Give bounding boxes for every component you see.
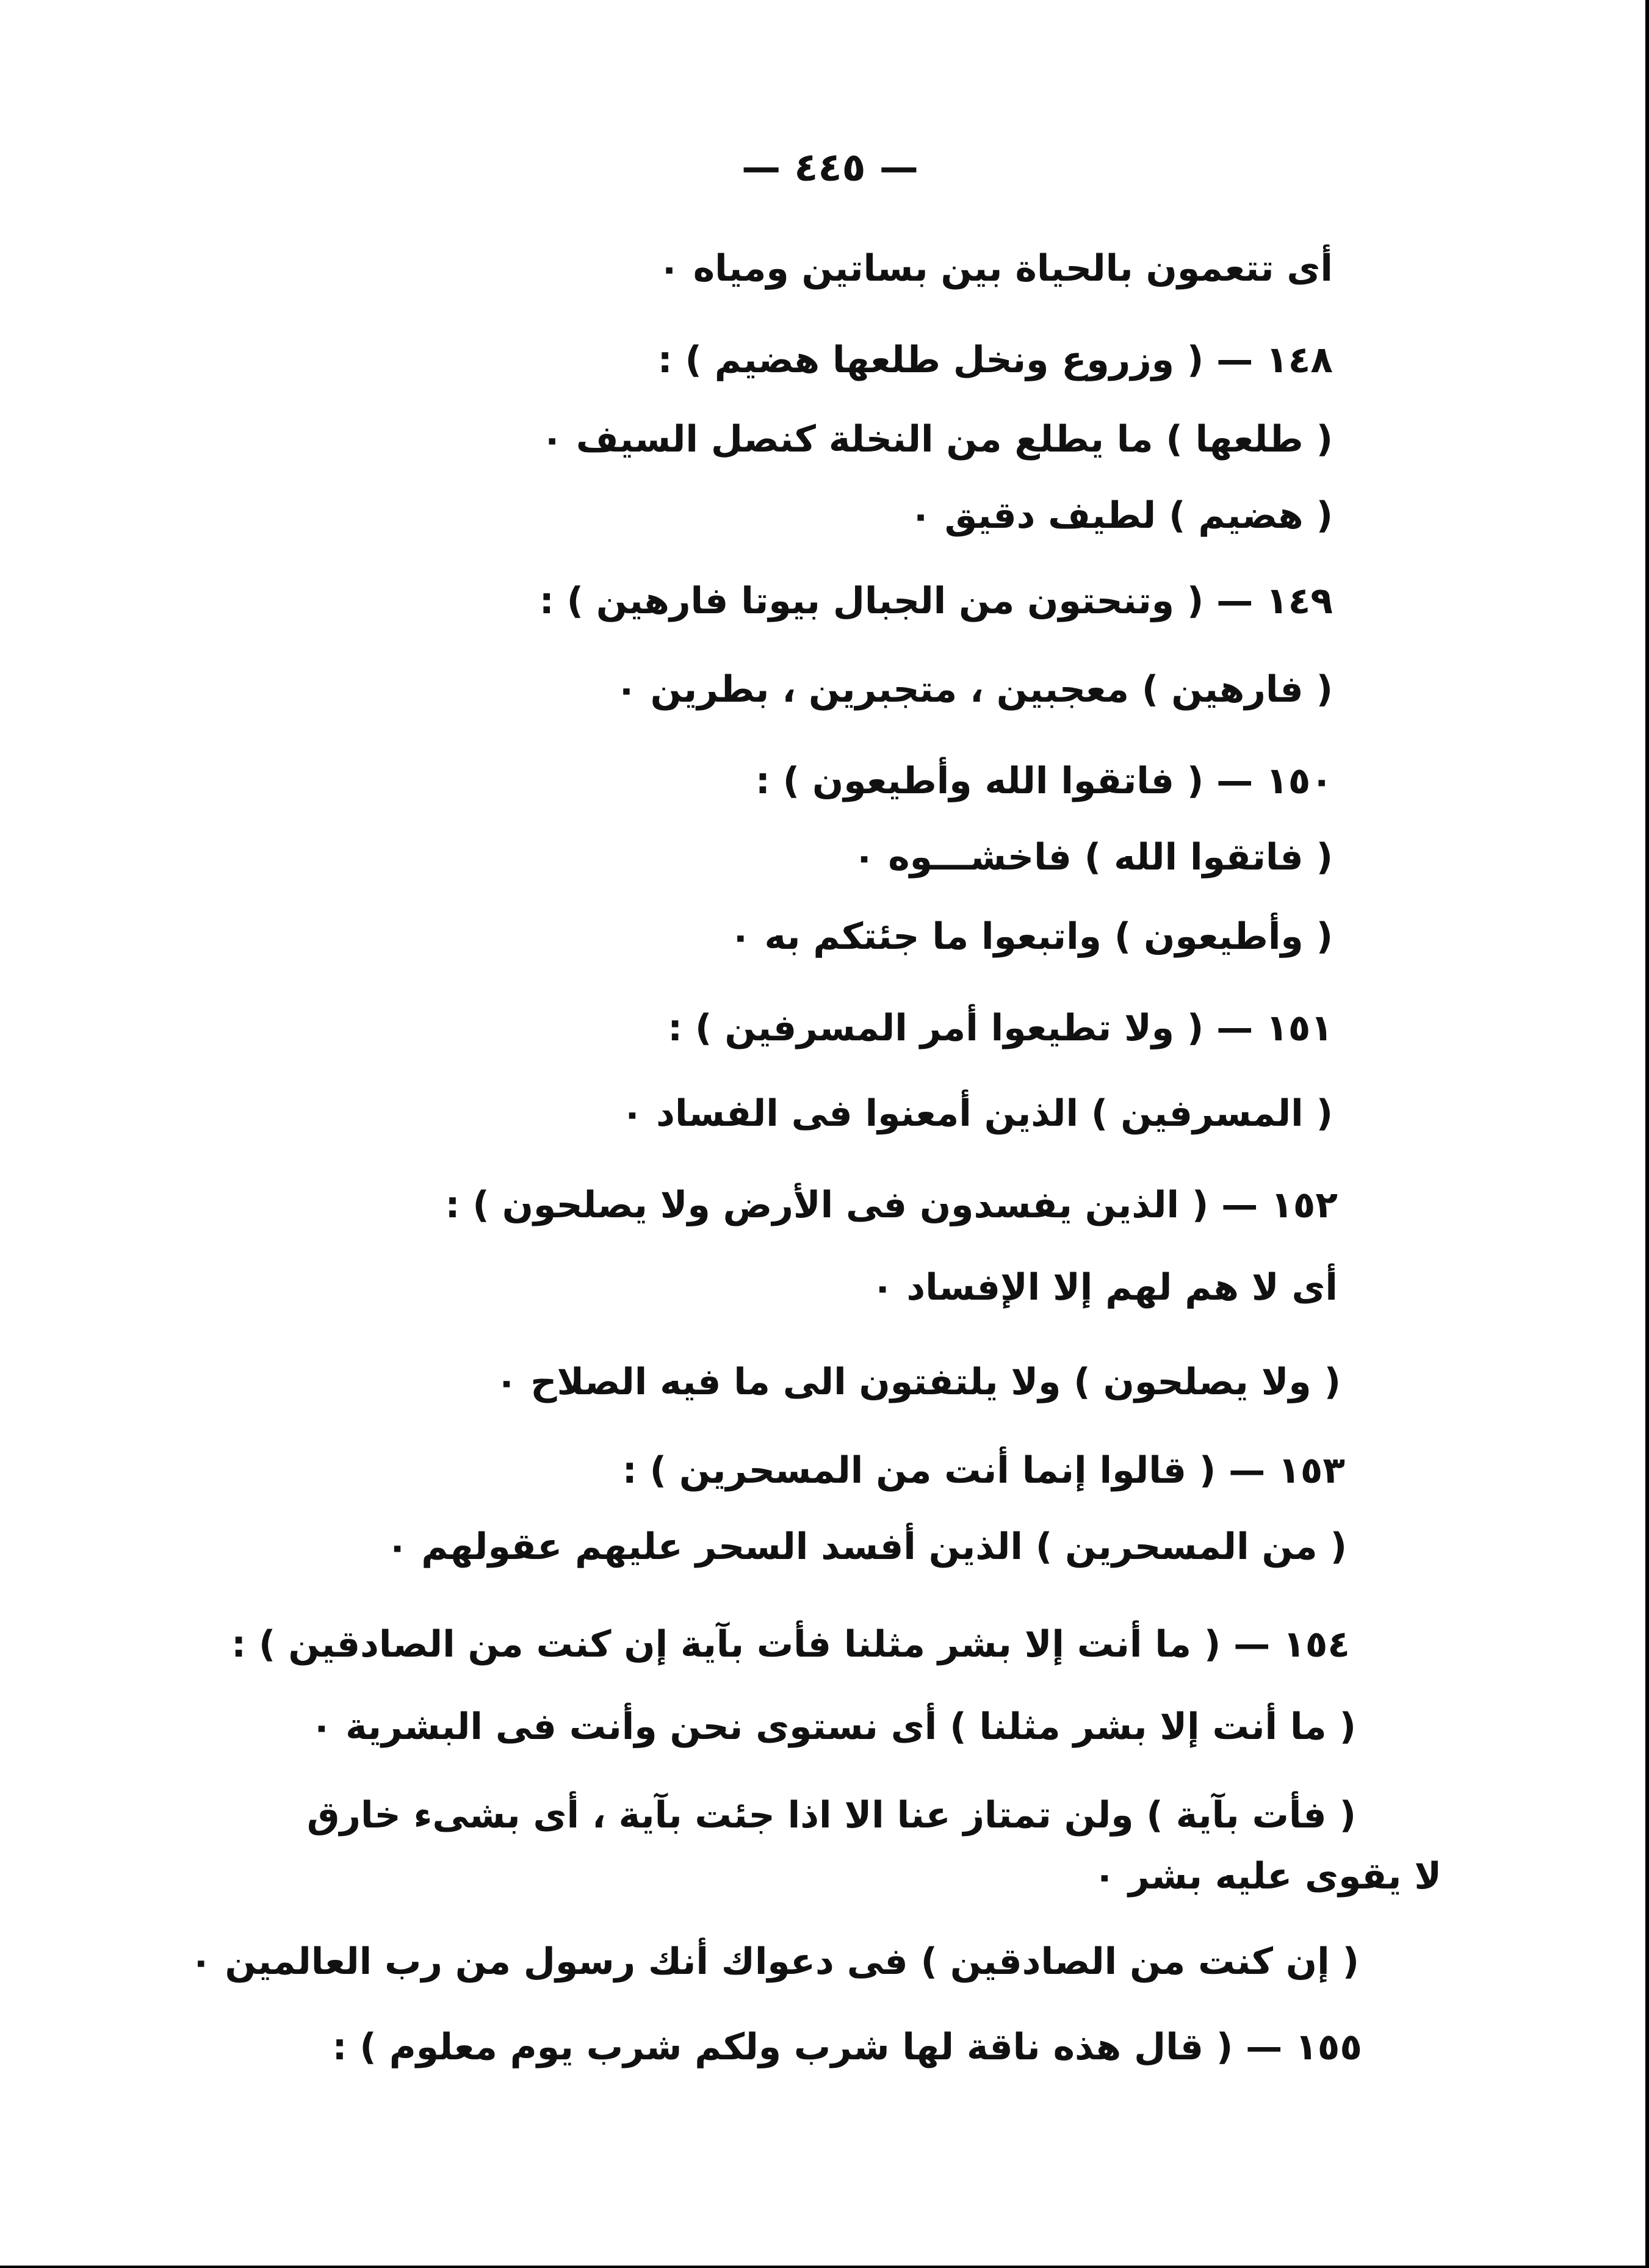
- text-line: ( من المسحرين ) الذين أفسد السحر عليهم عقولهم ٠: [386, 1525, 1347, 1568]
- text-line: ( هضيم ) لطيف دقيق ٠: [909, 494, 1333, 537]
- text-line: ( إن كنت من الصادقين ) فى دعواك أنك رسول من رب العالمين ٠: [190, 1940, 1359, 1983]
- text-line: أى تتعمون بالحياة بين بساتين ومياه ٠: [658, 247, 1333, 290]
- text-line: ( ما أنت إلا بشر مثلنا ) أى نستوى نحن وأنت فى البشرية ٠: [310, 1705, 1356, 1748]
- text-line: ١٤٩ — ( وتنحتون من الجبال بيوتا فارهين ) :: [539, 580, 1333, 622]
- text-line: ١٥٥ — ( قال هذه ناقة لها شرب ولكم شرب يوم معلوم ) :: [332, 2026, 1362, 2068]
- text-line: ١٤٨ — ( وزروع ونخل طلعها هضيم ) :: [657, 339, 1333, 381]
- text-line: أى لا هم لهم إلا الإفساد ٠: [871, 1266, 1338, 1309]
- text-line: ١٥٣ — ( قالوا إنما أنت من المسحرين ) :: [622, 1449, 1345, 1492]
- page-border-bottom: [0, 2266, 1649, 2268]
- text-line: ( فارهين ) معجبين ، متجبرين ، بطرين ٠: [615, 668, 1333, 711]
- text-line: ١٥١ — ( ولا تطيعوا أمر المسرفين ) :: [668, 1007, 1333, 1049]
- text-line: ( طلعها ) ما يطلع من النخلة كنصل السيف ٠: [541, 418, 1333, 461]
- text-line: ١٥٠ — ( فاتقوا الله وأطيعون ) :: [755, 760, 1333, 802]
- text-line: ( ولا يصلحون ) ولا يلتفتون الى ما فيه الصلاح ٠: [495, 1361, 1341, 1403]
- text-line: لا يقوى عليه بشر ٠: [1093, 1855, 1442, 1898]
- text-line: ( فاتقوا الله ) فاخشـــوه ٠: [853, 836, 1333, 879]
- text-line: ( المسرفين ) الذين أمعنوا فى الفساد ٠: [621, 1092, 1333, 1135]
- text-line: ١٥٤ — ( ما أنت إلا بشر مثلنا فأت بآية إن كنت من الصادقين ) :: [231, 1623, 1350, 1666]
- text-line: ( وأطيعون ) واتبعوا ما جئتكم به ٠: [729, 915, 1333, 958]
- text-line: ( فأت بآية ) ولن تمتاز عنا الا اذا جئت بآية ، أى بشىء خارق: [306, 1794, 1356, 1837]
- text-line: ١٥٢ — ( الذين يفسدون فى الأرض ولا يصلحون ) :: [445, 1184, 1338, 1226]
- page-number: — ٤٤٥ —: [742, 145, 918, 190]
- page-border-right: [1645, 0, 1649, 2268]
